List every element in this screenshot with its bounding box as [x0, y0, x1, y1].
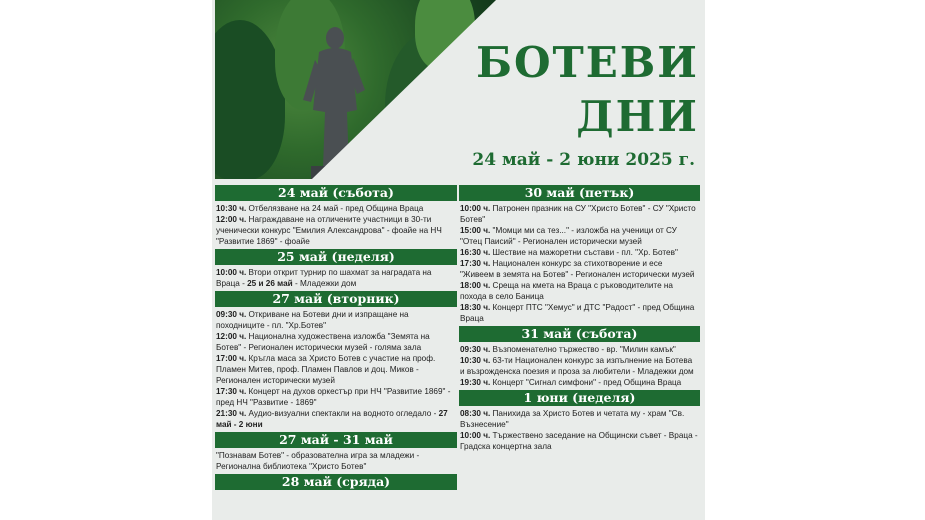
day-header: 25 май (неделя) — [215, 249, 457, 265]
event-text: Отбелязване на 24 май - пред Община Враца — [248, 204, 424, 213]
event-item — [459, 280, 700, 302]
event-item — [215, 267, 457, 289]
event-time: 12:00 ч. — [216, 215, 247, 224]
event-item — [215, 309, 457, 331]
day-header: 31 май (събота) — [459, 326, 700, 342]
event-text: Възпоменателно тържество - вр. "Милин камък" — [492, 345, 676, 354]
event-text: Панихида за Христо Ботев и четата му - храм "Св. Възнесение" — [460, 409, 685, 429]
event-item — [459, 377, 700, 388]
event-time: 17:30 ч. — [216, 387, 247, 396]
event-item — [215, 331, 457, 353]
event-time: 10:00 ч. — [216, 268, 247, 277]
day-header: 27 май - 31 май — [215, 432, 457, 448]
event-time: 21:30 ч. — [216, 409, 247, 418]
event-text: Концерт "Сигнал симфони" - пред Община Враца — [492, 378, 682, 387]
event-item — [459, 344, 700, 355]
event-item — [215, 386, 457, 408]
event-text: Среща на кмета на Враца с ръководителите на похода в село Баница — [460, 281, 673, 301]
schedule-left-column — [215, 183, 457, 492]
event-text: Национален конкурс за стихотворение и есе "Живеем в земята на Ботев" - Регионален исторически музей — [460, 259, 695, 279]
event-time: 10:00 ч. — [460, 431, 491, 440]
event-time: 10:30 ч. — [460, 356, 491, 365]
event-time: 19:30 ч. — [460, 378, 491, 387]
event-text: Концерт на духов оркестър при НЧ "Развитие 1869" - пред НЧ "Развитие - 1869" — [216, 387, 451, 407]
event-item — [215, 450, 457, 472]
day-header: 27 май (вторник) — [215, 291, 457, 307]
event-item — [215, 214, 457, 247]
day-header: 30 май (петък) — [459, 185, 700, 201]
event-item — [459, 203, 700, 225]
event-text: Тържествено заседание на Общински съвет - Враца - Градска концертна зала — [460, 431, 698, 451]
day-header: 1 юни (неделя) — [459, 390, 700, 406]
event-text: Концерт ПТС "Хемус" и ДТС "Радост" - пред Община Враца — [460, 303, 695, 323]
event-text: "Познавам Ботев" - образователна игра за младежи - Регионална библиотека "Христо Ботев" — [216, 451, 420, 471]
event-time: 16:30 ч. — [460, 248, 491, 257]
event-item — [459, 355, 700, 377]
event-time: 09:30 ч. — [216, 310, 247, 319]
event-dates: 25 и 26 май — [247, 279, 293, 288]
event-dates: 27 май - 2 юни — [216, 409, 448, 429]
event-text: Награждаване на отличените участници в 30-ти ученически конкурс "Емилия Александрова" - фоайе на НЧ "Развитие 1869" - фоайе — [216, 215, 442, 246]
day-header: 28 май (сряда) — [215, 474, 457, 490]
event-time: 12:00 ч. — [216, 332, 247, 341]
event-item — [215, 353, 457, 386]
event-time: 08:30 ч. — [460, 409, 491, 418]
event-item — [215, 203, 457, 214]
event-text: Кръгла маса за Христо Ботев с участие на проф. Пламен Митев, проф. Пламен Павлов и доц. Миков - Регионален исторически музей — [216, 354, 436, 385]
event-poster — [212, 0, 705, 520]
poster-dates: 24 май - 2 юни 2025 г. — [472, 150, 695, 170]
event-item — [459, 258, 700, 280]
event-text: 63-ти Национален конкурс за изпълнение на Ботева и възрожденска поезия и проза за любители - Младежки дом — [460, 356, 694, 376]
event-item — [459, 302, 700, 324]
day-header: 24 май (събота) — [215, 185, 457, 201]
event-text: Шествие на мажоретни състави - пл. "Хр. Ботев" — [492, 248, 678, 257]
poster-title-line2: ДНИ — [576, 92, 699, 141]
event-text: Национална художествена изложба "Земята на Ботев" - Регионален исторически музей - голяма зала — [216, 332, 430, 352]
event-text: Патронен празник на СУ "Христо Ботев" - СУ "Христо Ботев" — [460, 204, 696, 224]
event-item — [459, 430, 700, 452]
event-item — [459, 408, 700, 430]
event-text: Откриване на Ботеви дни и изпращане на походниците - пл. "Хр.Ботев" — [216, 310, 409, 330]
event-time: 17:00 ч. — [216, 354, 247, 363]
event-item — [215, 408, 457, 430]
event-text-after: - Младежки дом — [292, 279, 357, 288]
poster-title-line1: БОТЕВИ — [476, 38, 699, 87]
schedule-right-column — [459, 183, 700, 452]
event-text: Аудио-визуални спектакли на водното огледало - — [248, 409, 439, 418]
event-time: 17:30 ч. — [460, 259, 491, 268]
event-text: "Момци ми са тез..." - изложба на ученици от СУ "Отец Паисий" - Регионален исторически музей — [460, 226, 677, 246]
event-time: 18:00 ч. — [460, 281, 491, 290]
event-time: 10:30 ч. — [216, 204, 247, 213]
event-time: 10:00 ч. — [460, 204, 491, 213]
event-item — [459, 247, 700, 258]
event-time: 18:30 ч. — [460, 303, 491, 312]
event-time: 15:00 ч. — [460, 226, 491, 235]
event-item — [459, 225, 700, 247]
event-text: Втори открит турнир по шахмат за наградата на Враца - — [216, 268, 432, 288]
event-time: 09:30 ч. — [460, 345, 491, 354]
